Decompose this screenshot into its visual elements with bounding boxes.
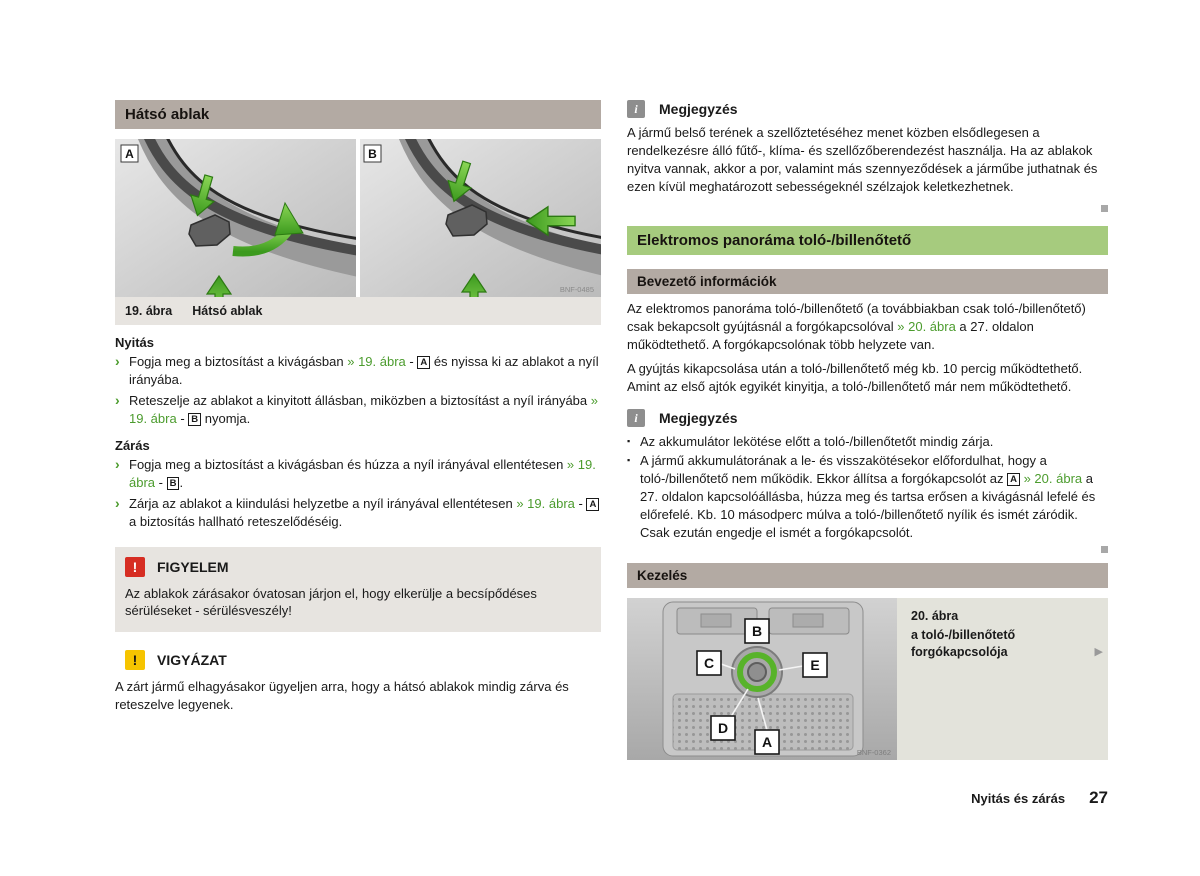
figure-watermark: BNF-0485 [559, 285, 594, 294]
note-2-list [627, 433, 1108, 542]
note-heading-1 [627, 100, 1108, 118]
label-C: C [703, 655, 715, 672]
sub-header-bevezeto: Bevezető információk [627, 269, 1108, 294]
right-column [627, 100, 1108, 760]
cross-reference-link[interactable]: » 20. ábra [897, 318, 956, 334]
caution-title: VIGYÁZAT [157, 652, 227, 669]
figure-number: 19. ábra [125, 304, 173, 318]
fig19-panel-b [360, 139, 601, 297]
figure-watermark: BNF-0362 [856, 748, 891, 758]
caution-block-vigyazat [115, 650, 601, 714]
list-item: ▪ A jármű akkumulátorának a le- és visszakötésekor előfordulhat, hogy a toló-/billenőtető nem működik. Ekkor állítsa a forgókapcsolót az A » 20. ábra a 27. oldalon kapcsolóállásba, húzza meg és tartsa erősen a kivágásnál lefelé és előrefelé. Kb. 10 másodperc múlva a toló-/billenőtető nyílik és ismét záródik. Csak ezután engedje el ismét a forgókapcsolót. [627, 453, 1096, 541]
chapter-header-panorama: Elektromos panoráma toló-/billenőtető [627, 226, 1108, 255]
warning-box-figyelem [115, 547, 601, 633]
cross-reference-link[interactable]: » 19. ábra [516, 495, 575, 511]
panel-b-letter: B [368, 147, 377, 161]
note-title: Megjegyzés [659, 101, 738, 117]
nyitas-list [115, 353, 601, 428]
bullet-marker-icon: › [115, 494, 120, 511]
boxed-letter: B [188, 413, 201, 426]
figure-19 [115, 139, 601, 325]
section-title: Hátsó ablak [125, 106, 210, 123]
heading-nyitas: Nyitás [115, 335, 155, 350]
section-header-hatso-ablak [115, 100, 601, 129]
bullet-marker-icon: ▪ [627, 455, 631, 466]
intro-paragraph-2: A gyújtás kikapcsolása után a toló-/billenőtető még kb. 10 percig működtethető. Amint az első ajtók egyikét kinyitja, a toló-/billenőtető már nem működtethető. [627, 360, 1083, 394]
boxed-letter: A [586, 498, 599, 511]
warning-title: FIGYELEM [157, 558, 229, 575]
note-1-text: A jármű belső terének a szellőztetéséhez menet közben elsődlegesen a rendelkezésre álló fűtő-, klíma- és szellőzőberendezést használja. Ha az ablakok nyitva vannak, akkor a por, valamint más szennyeződések a járműbe juthatnak és ezen kívül meghatározott sebességeknél szélzajok keletkezhetnek. [627, 125, 1098, 194]
figure-20-caption [897, 598, 1108, 760]
caution-text: A zárt jármű elhagyásakor ügyeljen arra, hogy a hátsó ablakok mindig zárva és reteszelve legyenek. [115, 679, 569, 713]
cross-reference-link[interactable]: » 19. ábra [129, 392, 598, 426]
intro-paragraph-1: Az elektromos panoráma toló-/billenőtető (a továbbiakban csak toló-/billenőtető) csak bekapcsolt gyújtásnál a forgókapcsolóval » 20. ábra a 27. oldalon működtethető. A forgókapcsolónak több helyzete van. [627, 300, 1086, 352]
figure-number: 20. ábra [911, 609, 959, 624]
info-icon: i [627, 100, 645, 118]
figure-20 [627, 598, 1108, 760]
label-D: D [717, 720, 729, 737]
fig19-panel-a [115, 139, 360, 297]
boxed-letter: A [1007, 473, 1020, 486]
zaras-list [115, 456, 601, 531]
page-number: 27 [1089, 788, 1108, 807]
figure-title: Hátsó ablak [192, 304, 263, 318]
bullet-marker-icon: › [115, 353, 120, 369]
cross-reference-link[interactable]: » 20. ábra [1023, 471, 1083, 487]
label-B: B [751, 623, 763, 640]
footer-section-title: Nyitás és zárás [971, 791, 1066, 806]
bullet-marker-icon: › [115, 455, 120, 472]
section-end-marker [1101, 205, 1108, 212]
list-item: › Fogja meg a biztosítást a kivágásban » 19. ábra - A és nyissa ki az ablakot a nyíl irányába. [115, 353, 599, 387]
note-title: Megjegyzés [659, 410, 738, 427]
list-item: › Reteszelje az ablakot a kinyitott állásban, miközben a biztosítást a nyíl irányába » 19. ábra - B nyomja. [115, 391, 598, 426]
figure-19-image [115, 139, 601, 297]
figure-19-caption [115, 297, 601, 325]
boxed-letter: A [417, 356, 430, 369]
figure-20-image [627, 598, 897, 760]
label-A: A [761, 734, 773, 751]
list-item: ▪ Az akkumulátor lekötése előtt a toló-/billenőtetőt mindig zárja. [627, 434, 994, 450]
cross-reference-link[interactable]: » 19. ábra [347, 354, 406, 369]
cross-reference-link[interactable]: » 19. ábra [129, 456, 596, 490]
page-footer [971, 788, 1108, 808]
info-icon: i [627, 409, 645, 427]
note-heading-2 [627, 409, 1108, 427]
left-column [115, 100, 601, 720]
label-E: E [810, 657, 820, 674]
figure-title: a toló-/billenőtető forgókapcsolója [911, 627, 1016, 659]
heading-zaras: Zárás [115, 437, 150, 453]
caution-exclamation-icon: ! [125, 650, 145, 670]
section-end-marker [1101, 546, 1108, 553]
sub-header-kezeles: Kezelés [627, 563, 1108, 588]
bullet-marker-icon: › [115, 391, 120, 408]
continuation-arrow-icon: ▶ [1094, 646, 1103, 659]
warning-exclamation-icon: ! [125, 557, 145, 577]
warning-text: Az ablakok zárásakor óvatosan járjon el, hogy elkerülje a becsípődéses sérüléseket - sérülésveszély! [125, 585, 537, 619]
list-item: › Fogja meg a biztosítást a kivágásban és húzza a nyíl irányával ellentétesen » 19. ábra - B . [115, 455, 596, 490]
panel-a-letter: A [125, 147, 134, 161]
bullet-marker-icon: ▪ [627, 436, 631, 447]
boxed-letter: B [167, 477, 180, 490]
list-item: › Zárja az ablakot a kiindulási helyzetbe a nyíl irányával ellentétesen » 19. ábra - A a biztosítás hallható reteszelődéséig. [115, 495, 601, 531]
